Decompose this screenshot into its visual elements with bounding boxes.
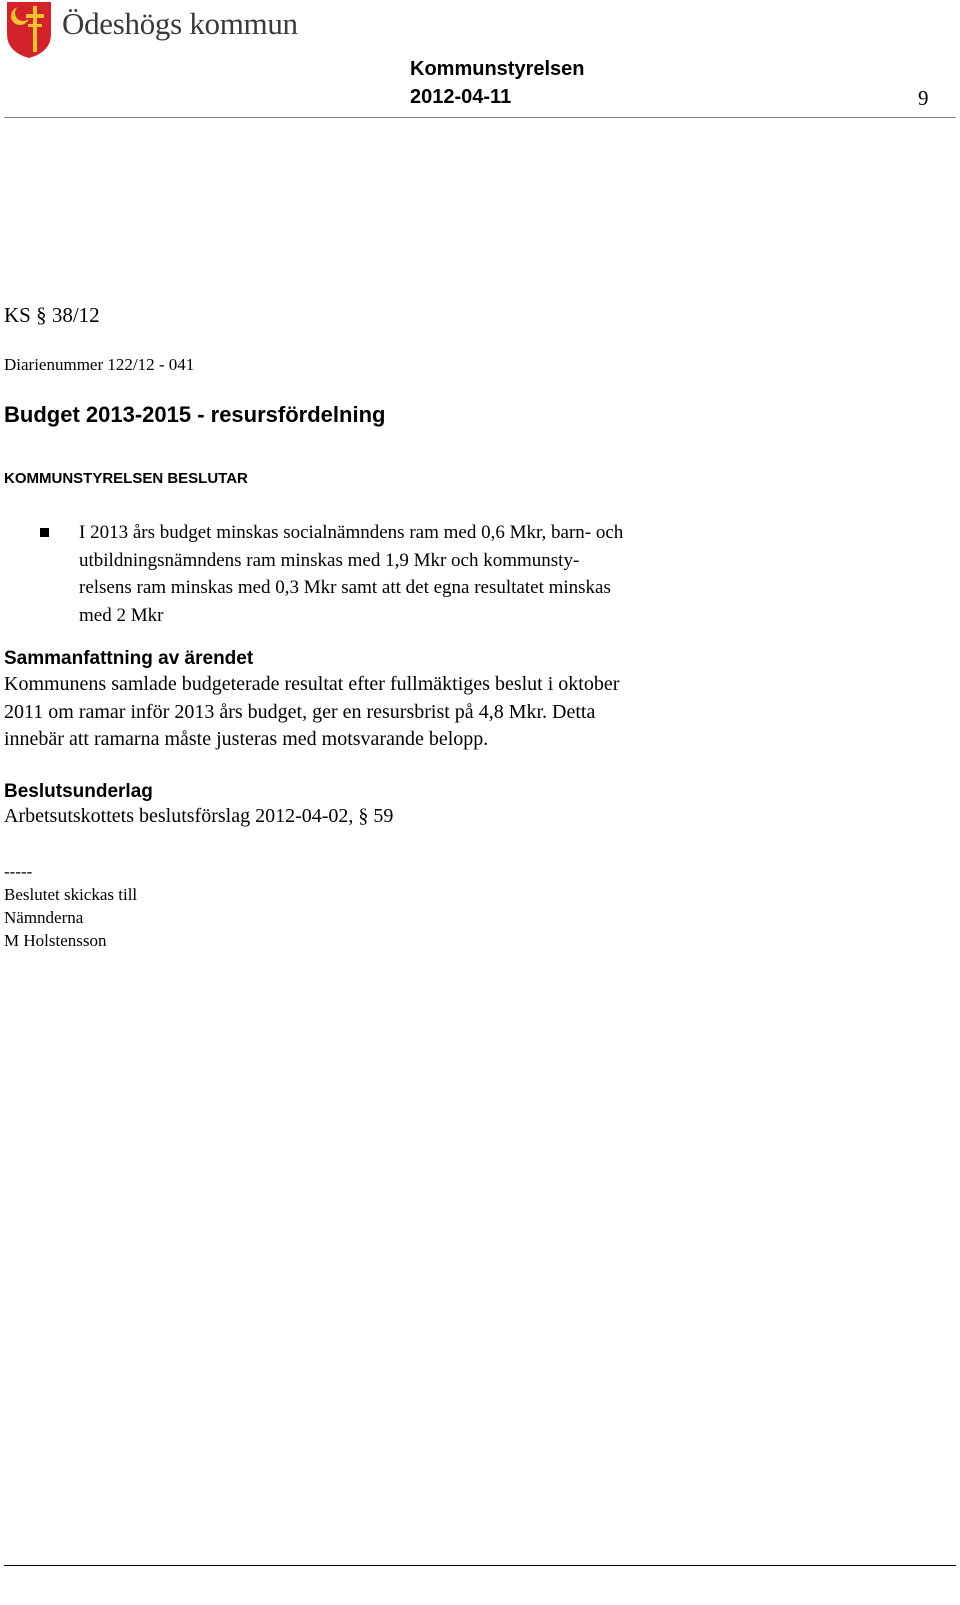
footer-divider: [4, 1565, 956, 1566]
header-organization: Kommunstyrelsen: [410, 58, 585, 80]
header-divider: [4, 117, 956, 118]
case-number: KS § 38/12: [4, 303, 100, 327]
recipient-item: Nämnderna: [4, 908, 84, 927]
page-number: 9: [918, 86, 929, 110]
decision-line: relsens ram minskas med 0,3 Mkr samt att det egna resultatet minskas: [79, 577, 611, 598]
basis-heading: Beslutsunderlag: [4, 781, 153, 802]
decision-line: utbildningsnämndens ram minskas med 1,9 Mkr och kommunsty-: [79, 549, 580, 571]
summary-line: Kommunens samlade budgeterade resultat efter fullmäktiges beslut i oktober: [4, 673, 620, 695]
decision-line: med 2 Mkr: [79, 604, 164, 626]
recipient-item: M Holstensson: [4, 931, 107, 950]
header-date: 2012-04-11: [410, 86, 512, 108]
case-title: Budget 2013-2015 - resursfördelning: [4, 402, 386, 427]
distribution-heading: Beslutet skickas till: [4, 885, 138, 904]
bullet-square-icon: [40, 528, 49, 537]
municipal-coat-of-arms-icon: [4, 0, 54, 60]
logo-wordmark: Ödeshögs kommun: [62, 6, 298, 41]
separator-dashes: -----: [4, 862, 33, 881]
decision-text: [79, 519, 779, 629]
basis-text: Arbetsutskottets beslutsförslag 2012-04-02, § 59: [4, 805, 394, 827]
decision-heading: KOMMUNSTYRELSEN BESLUTAR: [4, 470, 248, 487]
summary-heading: Sammanfattning av ärendet: [4, 648, 254, 669]
diary-number: Diarienummer 122/12 - 041: [4, 355, 195, 374]
summary-line: 2011 om ramar inför 2013 års budget, ger en resursbrist på 4,8 Mkr. Detta: [4, 700, 596, 723]
summary-text: [4, 671, 619, 754]
decision-line: I 2013 års budget minskas socialnämndens ram med 0,6 Mkr, barn- och: [79, 522, 624, 543]
summary-line: innebär att ramarna måste justeras med motsvarande belopp.: [4, 728, 489, 750]
